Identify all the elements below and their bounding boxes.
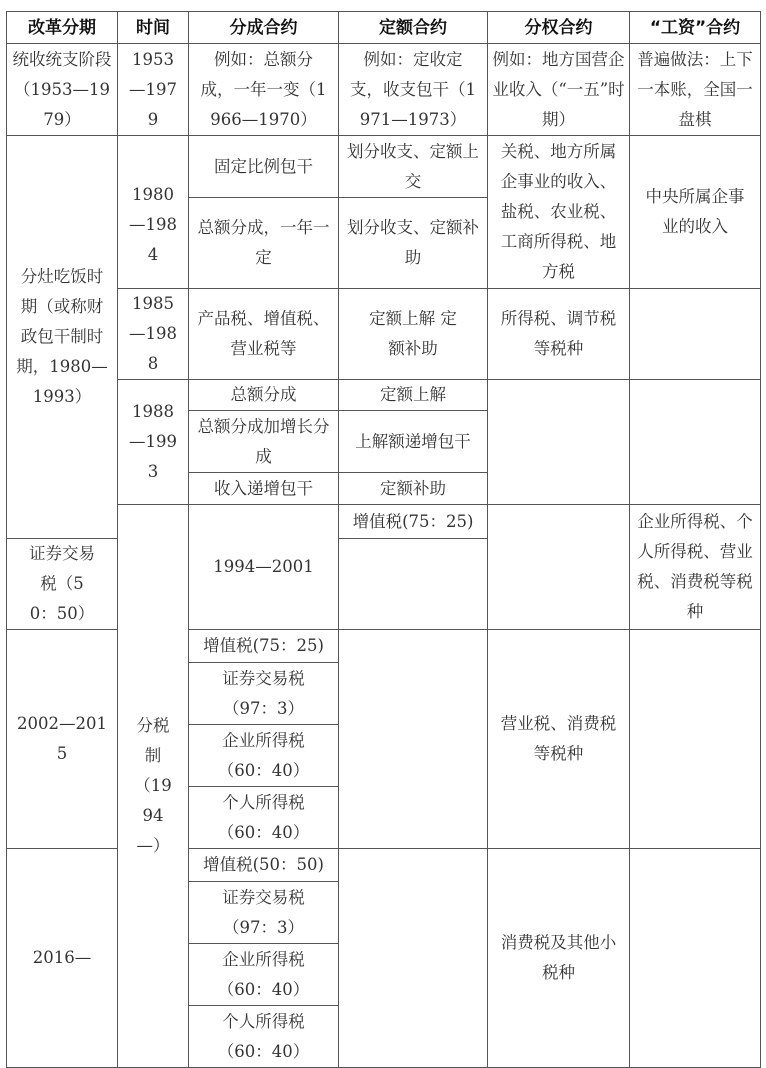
quota-cell: 定额上解 xyxy=(339,380,488,411)
share-cell: 个人所得税（60：40） xyxy=(189,787,339,849)
quota-cell: 例如：定收定支，收支包干（1971—1973） xyxy=(339,44,488,136)
share-cell: 收入递增包干 xyxy=(189,473,339,505)
table-row xyxy=(7,505,761,539)
decentral-cell: 例如：地方国营企业收入（“一五”时期） xyxy=(488,44,630,136)
header-share-contract: 分成合约 xyxy=(189,12,339,44)
share-cell: 例如：总额分成，一年一变（1966—1970） xyxy=(189,44,339,136)
decentral-cell: 所得税、调节税等税种 xyxy=(488,289,630,380)
share-cell: 个人所得税（60：40） xyxy=(189,1006,339,1068)
share-cell: 总额分成，一年一定 xyxy=(189,198,339,289)
time-cell: 1985—1988 xyxy=(118,289,189,380)
share-cell: 企业所得税（60：40） xyxy=(189,725,339,787)
wage-cell xyxy=(630,380,761,505)
wage-cell: 普遍做法：上下一本账，全国一盘棋 xyxy=(630,44,761,136)
share-cell: 证券交易税（97：3） xyxy=(189,663,339,725)
time-cell: 1980—1984 xyxy=(118,136,189,289)
share-cell: 固定比例包干 xyxy=(189,136,339,198)
share-cell: 企业所得税（60：40） xyxy=(189,944,339,1006)
time-cell: 2016— xyxy=(7,849,118,1068)
decentral-cell: 关税、地方所属企事业的收入、盐税、农业税、工商所得税、地方税 xyxy=(488,136,630,289)
quota-cell: 定额补助 xyxy=(339,473,488,505)
fiscal-contract-table xyxy=(6,11,761,1068)
header-row xyxy=(7,12,761,44)
wage-cell xyxy=(630,630,761,849)
quota-cell xyxy=(488,505,630,630)
table-row xyxy=(7,380,761,411)
share-cell: 总额分成 xyxy=(189,380,339,411)
quota-cell xyxy=(339,849,488,1068)
wage-cell xyxy=(630,289,761,380)
wage-cell: 中央所属企事业的收入 xyxy=(630,136,761,289)
share-cell: 增值税(75：25) xyxy=(339,505,488,539)
header-time: 时间 xyxy=(118,12,189,44)
quota-cell: 划分收支、定额上交 xyxy=(339,136,488,198)
share-cell: 增值税(50：50) xyxy=(189,849,339,882)
header-period: 改革分期 xyxy=(7,12,118,44)
time-cell: 1988—1993 xyxy=(118,380,189,505)
share-cell: 总额分成加增长分成 xyxy=(189,411,339,473)
time-cell: 1994—2001 xyxy=(189,505,339,630)
decentral-cell: 企业所得税、个人所得税、营业税、消费税等税种 xyxy=(630,505,761,630)
time-cell: 1953—1979 xyxy=(118,44,189,136)
share-cell: 增值税(75：25) xyxy=(189,630,339,663)
period-name: 统收统支阶段（1953—1979） xyxy=(7,44,118,136)
quota-cell xyxy=(339,630,488,849)
quota-cell: 划分收支、定额补助 xyxy=(339,198,488,289)
quota-cell: 定额上解 定额补助 xyxy=(339,289,488,380)
decentral-cell: 消费税及其他小税种 xyxy=(488,849,630,1068)
quota-cell: 上解额递增包干 xyxy=(339,411,488,473)
header-decentral-contract: 分权合约 xyxy=(488,12,630,44)
table-row xyxy=(7,289,761,380)
period-name: 分灶吃饭时期（或称财政包干制时期，1980—1993） xyxy=(7,136,118,539)
table-row xyxy=(7,44,761,136)
header-quota-contract: 定额合约 xyxy=(339,12,488,44)
share-cell: 产品税、增值税、营业税等 xyxy=(189,289,339,380)
header-wage-contract: “工资”合约 xyxy=(630,12,761,44)
time-cell: 2002—2015 xyxy=(7,630,118,849)
decentral-cell xyxy=(488,380,630,505)
table-row xyxy=(7,136,761,198)
share-cell: 证券交易税（97：3） xyxy=(189,882,339,944)
share-cell: 证券交易税（50：50） xyxy=(7,539,118,630)
wage-cell xyxy=(630,849,761,1068)
decentral-cell: 营业税、消费税等税种 xyxy=(488,630,630,849)
period-name: 分税制（1994—） xyxy=(118,505,189,1068)
